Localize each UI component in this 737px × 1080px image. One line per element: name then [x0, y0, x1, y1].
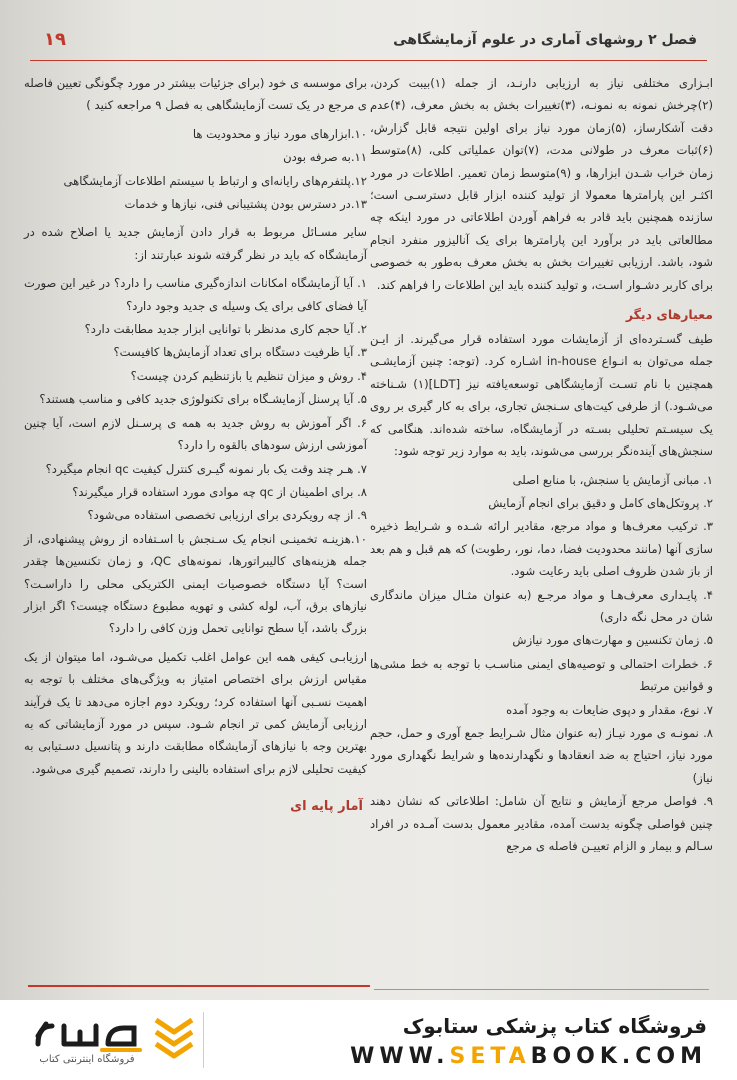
page-bottom-rule	[374, 989, 709, 990]
considerations-list-continued	[24, 123, 367, 216]
list-item: ۶. خطرات احتمالی و توصیه‌های ایمنی مناسـب با توجه به خط مشی‌ها و قوانین مرتبط	[370, 656, 713, 694]
website-highlight: SETA	[449, 1044, 531, 1069]
list-item: ۱. آیا آزمایشگاه امکانات اندازه‌گیری مناسب را دارد؟ در غیر این صورت آیا فضای کافی برای یک وسیله ی جدید وجود دارد؟	[24, 276, 367, 313]
right-column	[370, 72, 713, 858]
list-item: ۸. نمونـه ی مورد نیـاز (به عنوان مثال شـرایط جمع آوری و حمل، حجم مورد نیاز، احتیاج به ضد انعقادها و نگهدارنده‌ها و شرایط نگهداری مورد نیاز)	[370, 725, 713, 785]
list-item: ۱۳.در دسترس بودن پشتیبانی فنی، نیازها و خدمات	[124, 197, 367, 212]
list-item: ۶. اگر آموزش به روش جدید به همه ی پرسـنل لازم است، آیا چنین آموزشی ارزش سودهای بالقوه را دارد؟	[24, 415, 367, 453]
list-item: ۱۱.به صرفه بودن	[283, 150, 367, 165]
logo-tagline: فروشگاه اینترنتی کتاب	[39, 1054, 135, 1065]
list-item: ۳. آیا ظرفیت دستگاه برای تعداد آزمایش‌ها کافیست؟	[113, 345, 367, 360]
store-name: فروشگاه کتاب پزشکی ستابوک	[402, 1014, 707, 1038]
running-header	[30, 28, 707, 61]
list-item: ۲. آیا حجم کاری مدنظر با توانایی ابزار جدید مطابقت دارد؟	[84, 322, 367, 337]
basic-statistics-heading: آمار پایه ای	[290, 799, 363, 815]
list-item: ۷. هـر چند وقت یک بار نمونه گیـری کنترل کیفیت qc انجام میگیرد؟	[45, 461, 367, 476]
list-item: ۵. آیا پرسنل آزمایشـگاه برای تکنولوژی جدید کافی و مناسب هستند؟	[39, 392, 367, 407]
website-suffix: BOOK.COM	[530, 1044, 707, 1069]
left-column	[24, 72, 367, 821]
page-number: ۱۹	[44, 29, 66, 50]
other-issues-paragraph: سایر مسـائل مربوط به قرار دادن آزمایش جدید یا اصلاح شده در آزمایشگاه که باید در نظر گرفته شوند عبارتند از:	[24, 225, 367, 262]
store-website[interactable]	[350, 1044, 707, 1069]
continuation-paragraph: برای موسسه ی خود (برای جزئیات بیشتر در مورد چگونگی تعیین فاصله ی مرجع در یک تست آزمایشگاهی به فصل ۹ مراجعه کنید )	[24, 76, 367, 113]
section-heading: معیارهای دیگر	[625, 307, 713, 323]
list-item: ۲. پروتکل‌های کامل و دقیق برای انجام آزمایش	[488, 495, 713, 510]
list-item: ۹. فواصل مرجع آزمایش و نتایج آن شامل: اطلاعاتی که نشان دهند چنین فواصلی چگونه بدست آمده، مقادیر معمول بدست آمـده در افراد سـالم و بیمار و الزام تعییـن فاصله ی مرجع	[370, 794, 713, 853]
list-item: ۴. روش و میزان تنظیم یا بازتنظیم کردن چیست؟	[130, 368, 367, 383]
chapter-title: فصل ۲ روشهای آماری در علوم آزمایشگاهی	[393, 32, 697, 48]
list-item: ۱۲.پلتفرم‌های رایانه‌ای و ارتباط با سیستم اطلاعات آزمایشگاهی	[63, 173, 367, 188]
questions-list	[24, 272, 367, 640]
list-item: ۴. پایـداری معرف‌هـا و مواد مرجـع (به عنوان مثـال میزان ماندگاری شان در محل نگه داری)	[370, 587, 713, 624]
list-item: ۸. برای اطمینان از qc چه موادی مورد استفاده قرار میگیرند؟	[72, 484, 367, 499]
list-item: ۳. ترکیب معرف‌ها و مواد مرجع، مقادیر ارائه شـده و شـرایط ذخیره سازی آنها (مانند محدودیت فضا، دما، نور، رطوبت) که هم قبل و هم بعد از باز شدن ظروف اصلی باید رعایت شود.	[370, 519, 713, 579]
list-item: ۱۰.هزینـه تخمینـی انجام یک سـنجش با اسـتفاده از روش پیشنهادی، از جمله هزینه‌های کالیبراتورها، نمونه‌های QC، و زمان تکنسین‌ها چقدر است؟ آیا دستگاه خصوصیات ایمنی الکتریکی محلی را داراسـت؟ نیازهای برق، آب، لوله کشی و تهویه مطبوع دستگاه چیست؟ اگر ابزار بزرگ باشد، آیا سطح توانایی تحمل وزن کافی را دارد؟	[24, 531, 367, 636]
website-prefix: WWW.	[350, 1044, 450, 1069]
qualitative-assessment-paragraph: ارزیابـی کیفی همه این عوامل اغلب تکمیل می‌شـود، اما میتوان از یک مقیاس ارزش برای اختصاص امتیاز به ویژگی‌های مختلف با توجه به اهمیت نسـبی آنها استفاده کرد؛ رویکرد دوم اجازه می‌دهد تا یک فرآیند ارزیابی آزمایش کمی تر انجام شـود. سپس در مورد آزمایشاتی که به بهترین وجه با نیازهای آزمایشگاه مطابقت دارند و پتانسیل دسـتیابی به کیفیت تحلیلی لازم برای استفاده بالینی را دارند، تصمیم گیری می‌شود.	[24, 649, 367, 776]
list-item: ۹. از چه رویکردی برای ارزیابی تخصصی استفاده می‌شود؟	[87, 508, 367, 523]
list-item: ۱. مبانی آزمایش یا سنجش، با منابع اصلی	[512, 472, 713, 487]
watermark-footer	[0, 1000, 737, 1080]
section-paragraph: طیف گسـترده‌ای از آزمایشات مورد استفاده قرار می‌گیرند. از ایـن جمله می‌توان به انـواع in-house اشـاره کرد. (توجه: چنین آزمایشـی همچنین با نام تسـت آزمایشگاهی توسعه‌یافته نیز [LDT](۱) شـناخته می‌شـود.) از طرفی کیت‌های سـنجش تجاری، برای به کار گیری بر روی یک سیسـتم تحلیلی بسـته در آزمایشگاه، ساخته شده‌اند. هنگامی که سنجش‌های آینده‌نگر بررسی می‌شوند، باید به موارد زیر توجه شود:	[370, 332, 714, 459]
list-item: ۱۰.ابزارهای مورد نیاز و محدودیت ها	[192, 126, 367, 141]
heading-underline	[28, 985, 370, 987]
list-item: ۷. نوع، مقدار و دپوی ضایعات به وجود آمده	[506, 702, 713, 717]
considerations-list	[370, 469, 713, 858]
intro-paragraph: ابـزاری مختلفی نیاز به ارزیابی دارنـد، از جمله (۱)بیبت کردن، (۲)چرخش نمونه به نمونـه، (۳)تغییرات بخش به بخش معرف، (۴)عدم دقت آشکارساز، (۵)زمان مورد نیاز برای اولین نتیجه قابل گزارش، (۶)ثبات معرف در طولانی مدت، (۷)توان عملیاتی کلی، (۸)متوسط زمان خراب شـدن ابزارها، و (۹)متوسط زمان تعمیر. اطلاعات در مورد اکثـر این پارامترها معمولا از تولید کننده ابزار قابل دسترسـی است؛ سازنده همچنین باید قادر به فراهم آوردن اطلاعاتی در مورد اینکه چه مطالعاتی باید در برآورد این پارامترها برای یک آنالیزور منفرد انجام شود، باشد. ارزیابی تغییرات بخش به بخش معرف به‌طور به خصوصی برای کاربر دشـوار اسـت، و تولید کننده باید این اطلاعات را فراهم کند.	[370, 76, 714, 292]
list-item: ۵. زمان تکنسین و مهارت‌های مورد نیازش	[512, 633, 713, 648]
footer-divider	[203, 1012, 204, 1068]
